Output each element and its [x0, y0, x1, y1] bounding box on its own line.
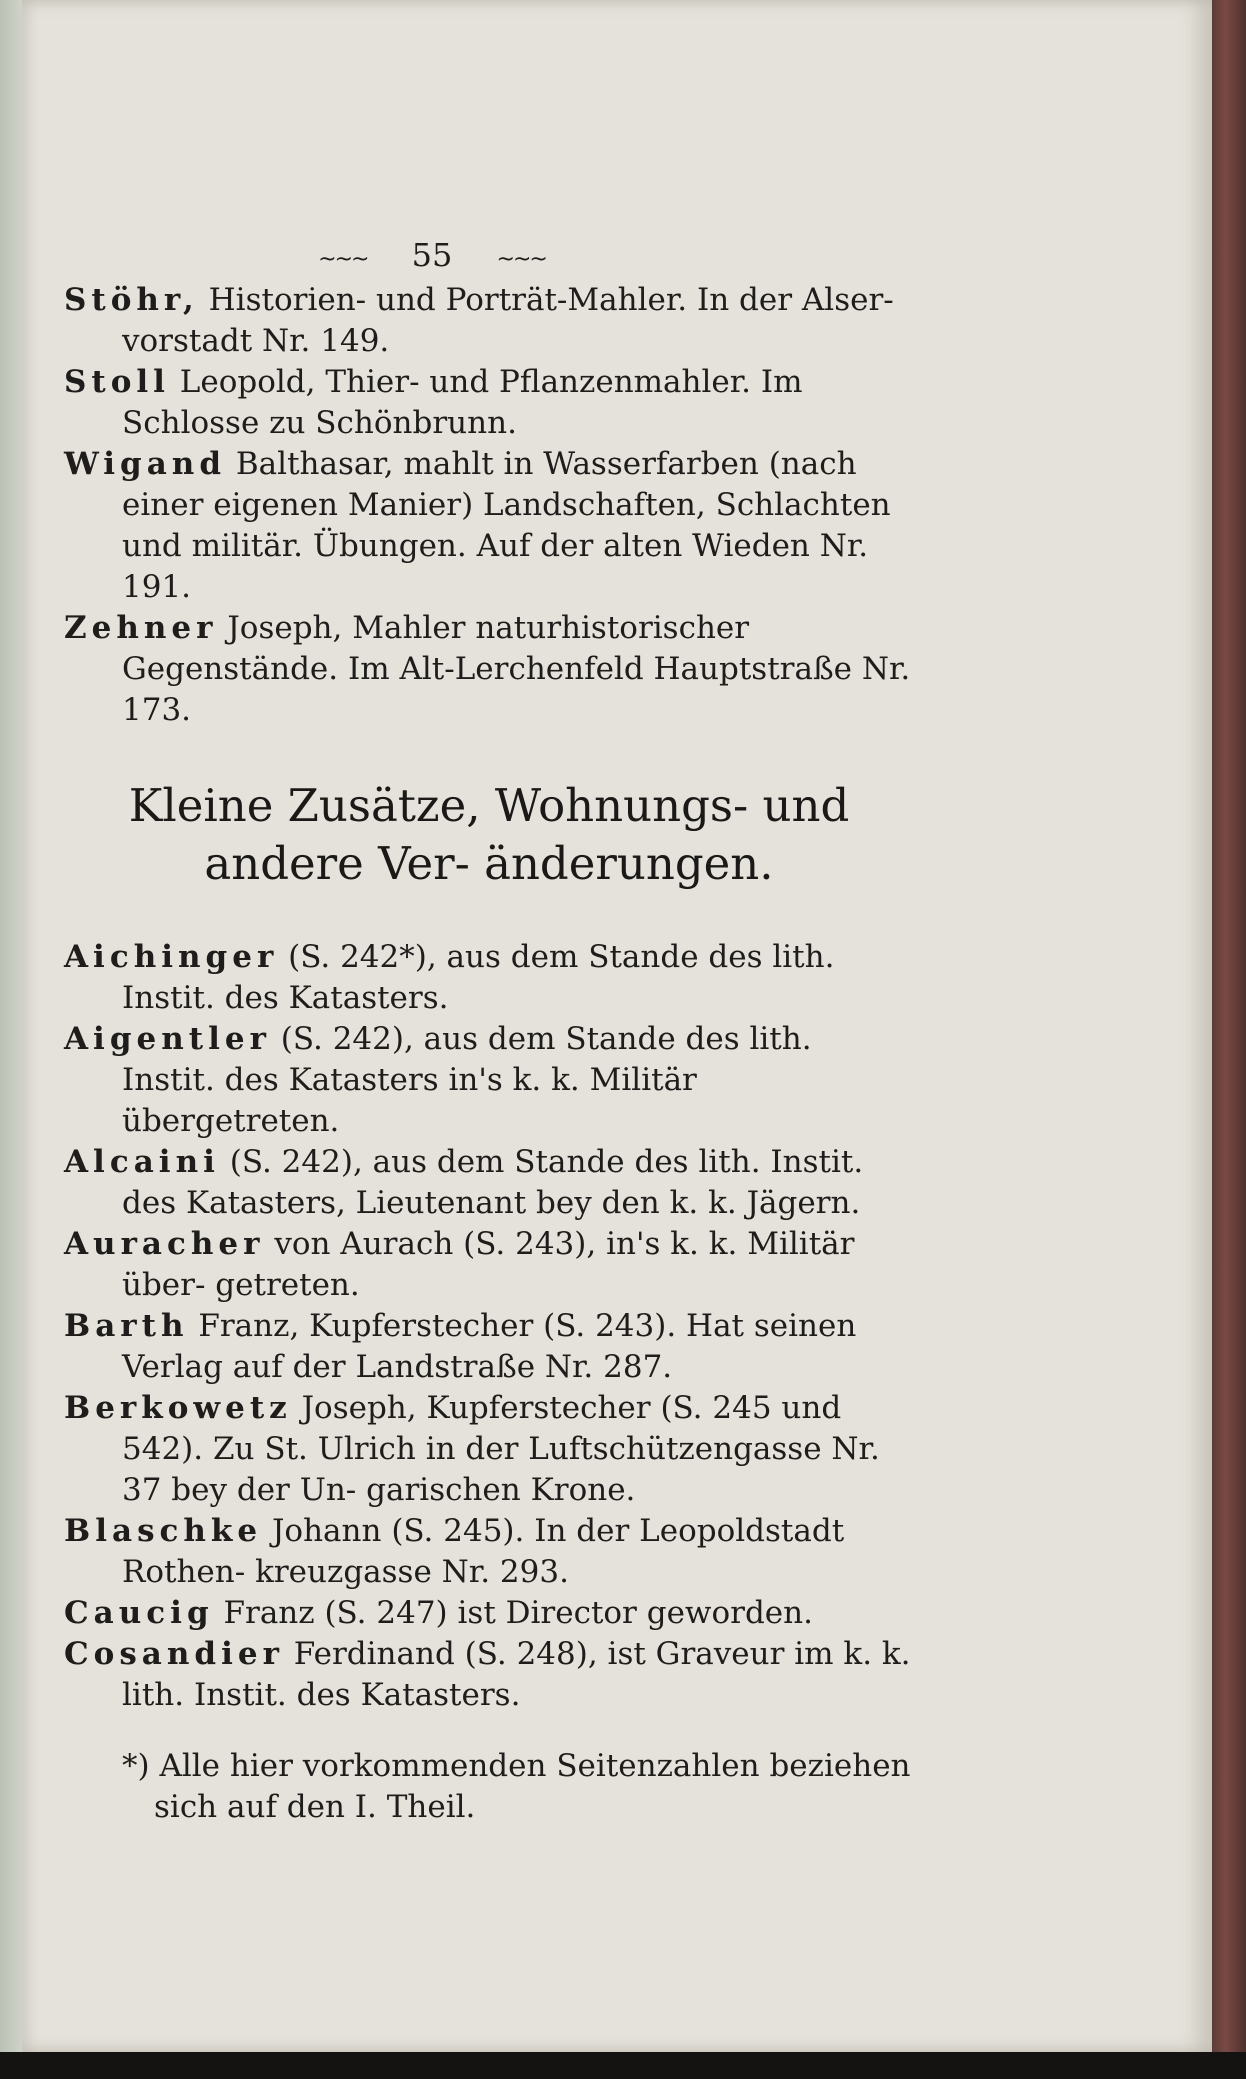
- entry-text: (S. 242), aus dem Stande des lith. Instit. des Katasters in's k. k. Militär übergetreten.: [122, 1021, 812, 1139]
- entry-text: Joseph, Mahler naturhistorischer Gegenstände. Im Alt-Lerchenfeld Hauptstraße Nr. 173.: [122, 610, 911, 728]
- entry-text: (S. 242), aus dem Stande des lith. Instit. des Katasters, Lieutenant bey den k. k. Jägern.: [122, 1144, 864, 1221]
- page-bottom-shadow: [0, 2052, 1246, 2079]
- entry-name: Barth: [64, 1308, 189, 1344]
- entries-top: [64, 280, 914, 731]
- entry: [64, 362, 914, 444]
- entry-name: Aichinger: [64, 939, 279, 975]
- entry-text: Johann (S. 245). In der Leopoldstadt Rothen- kreuzgasse Nr. 293.: [122, 1513, 845, 1590]
- entry: [64, 1142, 914, 1224]
- entry-name: Stoll: [64, 364, 170, 400]
- entry-name: Berkowetz: [64, 1390, 292, 1426]
- entry: [64, 280, 914, 362]
- entry-name: Auracher: [64, 1226, 265, 1262]
- page-content: [64, 280, 914, 1859]
- entry-name: Stöhr,: [64, 282, 199, 318]
- entry-name: Alcaini: [64, 1144, 220, 1180]
- entry: [64, 937, 914, 1019]
- entry-text: Joseph, Kupferstecher (S. 245 und 542). Zu St. Ulrich in der Luftschützengasse Nr. 37 bey der Un- garischen Krone.: [122, 1390, 880, 1508]
- entry: [64, 1224, 914, 1306]
- entry-name: Caucig: [64, 1595, 214, 1631]
- entry: [64, 1388, 914, 1511]
- entry-name: Cosandier: [64, 1636, 284, 1672]
- page-number: 55: [411, 236, 453, 274]
- footnote: *) Alle hier vorkommenden Seitenzahlen beziehen sich auf den I. Theil.: [122, 1748, 911, 1825]
- entry: [64, 1593, 914, 1634]
- entry-text: (S. 242*), aus dem Stande des lith. Instit. des Katasters.: [122, 939, 835, 1016]
- entry-name: Wigand: [64, 446, 227, 482]
- book-cover-edge: [1212, 0, 1246, 2079]
- entry-text: Historien- und Porträt-Mahler. In der Alser- vorstadt Nr. 149.: [122, 282, 894, 359]
- header-ornament-right: ~~~: [496, 247, 546, 272]
- entry-name: Blaschke: [64, 1513, 263, 1549]
- header-ornament-left: ~~~: [318, 247, 368, 272]
- page-header: [22, 236, 842, 274]
- entry-text: Balthasar, mahlt in Wasserfarben (nach einer eigenen Manier) Landschaften, Schlachten und militär. Übungen. Auf der alten Wieden Nr. 191.: [122, 446, 891, 605]
- entry-text: Leopold, Thier- und Pflanzenmahler. Im Schlosse zu Schönbrunn.: [122, 364, 803, 441]
- entry-text: Franz, Kupferstecher (S. 243). Hat seinen Verlag auf der Landstraße Nr. 287.: [122, 1308, 857, 1385]
- entry: [64, 608, 914, 731]
- entry-text: von Aurach (S. 243), in's k. k. Militär über- getreten.: [122, 1226, 855, 1303]
- entry: [64, 1306, 914, 1388]
- entry: [64, 444, 914, 608]
- entry: [64, 1634, 914, 1716]
- entries-bottom: [64, 937, 914, 1716]
- entry-text: Ferdinand (S. 248), ist Graveur im k. k. lith. Instit. des Katasters.: [122, 1636, 911, 1713]
- entry-text: Franz (S. 247) ist Director geworden.: [213, 1595, 813, 1631]
- book-page: [22, 0, 1212, 2052]
- entry-name: Zehner: [64, 610, 218, 646]
- page-left-edge: [0, 0, 22, 2079]
- entry: [64, 1019, 914, 1142]
- section-heading: Kleine Zusätze, Wohnungs- und andere Ver- änderungen.: [128, 779, 850, 890]
- entry-name: Aigentler: [64, 1021, 271, 1057]
- entry: [64, 1511, 914, 1593]
